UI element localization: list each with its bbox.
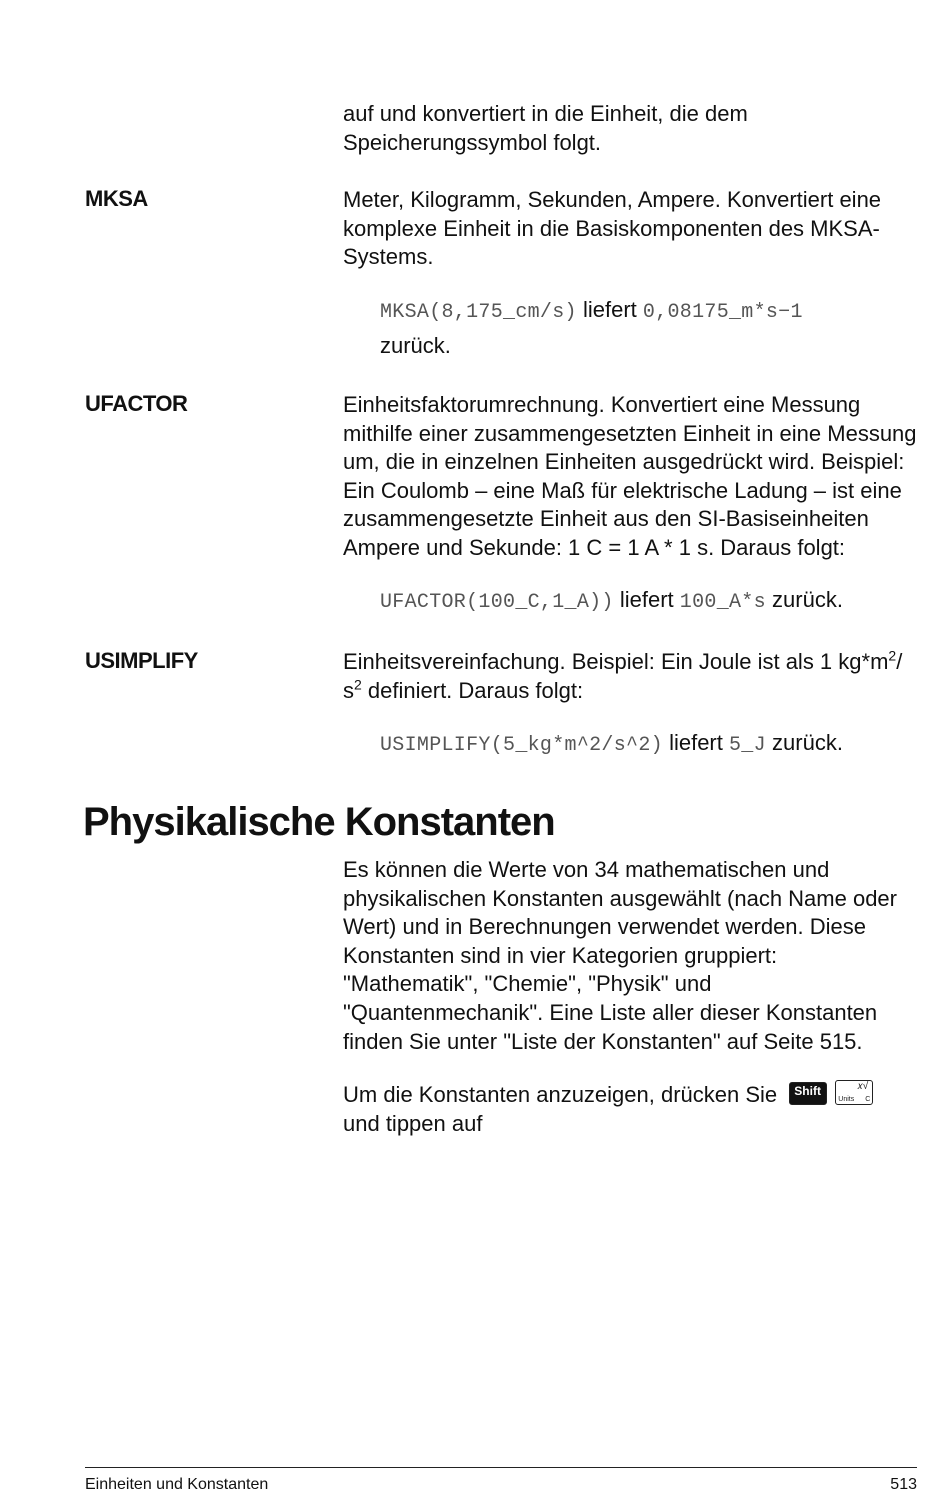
- paragraph-line: Wert) und in Berechnungen verwendet werden. Diese: [343, 914, 867, 940]
- page-number: 513: [890, 1476, 917, 1493]
- instruction-paragraph: [343, 1080, 873, 1138]
- example-result: 0,08175_m*s−1: [642, 301, 803, 324]
- usimplify-example: [380, 729, 930, 761]
- desc-line: zusammengesetzte Einheit aus den SI-Basiseinheiten: [343, 506, 869, 532]
- superscript: 2: [888, 647, 897, 664]
- paragraph-line: "Mathematik", "Chemie", "Physik" und: [343, 971, 712, 997]
- paragraph-line: physikalischen Konstanten ausgewählt (nach Name oder: [343, 885, 897, 911]
- term-ufactor: UFACTOR: [85, 391, 188, 416]
- example-code: USIMPLIFY(5_kg*m^2/s^2): [380, 734, 663, 757]
- ufactor-example: [380, 586, 930, 618]
- superscript: 2: [354, 676, 362, 693]
- desc-text: /: [896, 649, 903, 674]
- units-key-label: Units: [838, 1096, 855, 1103]
- example-end: zurück.: [772, 587, 843, 612]
- desc-line: um, die in einzelnen Einheiten ausgedrückt wird. Beispiel:: [343, 449, 905, 475]
- units-key-c: C: [865, 1096, 871, 1103]
- paragraph-line: Um die Konstanten anzuzeigen, drücken Sie: [343, 1082, 778, 1107]
- mksa-description: [343, 186, 881, 272]
- footer-rule: [85, 1467, 917, 1468]
- shift-key-icon: [789, 1082, 827, 1105]
- example-result: 100_A*s: [679, 591, 766, 614]
- paragraph-line: und tippen auf: [343, 1110, 483, 1136]
- paragraph-line: "Quantenmechanik". Eine Liste aller dieser Konstanten: [343, 999, 878, 1025]
- desc-line: Systems.: [343, 244, 434, 270]
- example-end: zurück.: [772, 730, 843, 755]
- desc-text: s: [343, 677, 354, 703]
- intro-line: auf und konvertiert in die Einheit, die dem: [343, 101, 748, 126]
- example-word: liefert: [619, 587, 674, 612]
- units-key-icon: [835, 1080, 873, 1105]
- example-code: UFACTOR(100_C,1_A)): [380, 591, 614, 614]
- units-key-top: 𝑥√: [857, 1081, 869, 1092]
- example-code: MKSA(8,175_cm/s): [380, 301, 577, 324]
- mksa-example: [380, 296, 920, 360]
- shift-key-label: Shift: [794, 1084, 821, 1098]
- desc-line: Ein Coulomb – eine Maß für elektrische Ladung – ist eine: [343, 477, 902, 503]
- desc-text: definiert. Daraus folgt:: [361, 677, 584, 703]
- section-heading: Physikalische Konstanten: [83, 800, 555, 844]
- desc-line: Einheitsfaktorumrechnung. Konvertiert eine Messung: [343, 392, 861, 417]
- desc-line: mithilfe einer zusammengesetzten Einheit in eine Messung: [343, 420, 917, 446]
- ufactor-description: [343, 391, 917, 563]
- paragraph-line: Es können die Werte von 34 mathematischen und: [343, 857, 830, 882]
- intro-paragraph: [343, 100, 748, 157]
- usimplify-description: [343, 648, 933, 705]
- intro-line: Speicherungssymbol folgt.: [343, 129, 602, 155]
- term-mksa: MKSA: [85, 186, 148, 211]
- desc-line: Ampere und Sekunde: 1 C = 1 A * 1 s. Daraus folgt:: [343, 534, 846, 560]
- desc-text: Einheitsvereinfachung. Beispiel: Ein Joule ist als 1 kg*m: [343, 649, 889, 674]
- example-word: liefert: [669, 730, 723, 755]
- desc-line: komplexe Einheit in die Basiskomponenten des MKSA-: [343, 215, 880, 241]
- term-usimplify: USIMPLIFY: [85, 648, 198, 673]
- example-end: zurück.: [380, 332, 451, 358]
- paragraph-line: Konstanten sind in vier Kategorien gruppiert:: [343, 942, 778, 968]
- example-result: 5_J: [729, 734, 766, 757]
- paragraph-line: finden Sie unter "Liste der Konstanten" auf Seite 515.: [343, 1028, 863, 1054]
- section-paragraph: [343, 856, 897, 1056]
- desc-line: Meter, Kilogramm, Sekunden, Ampere. Konvertiert eine: [343, 187, 882, 212]
- example-word: liefert: [582, 297, 637, 322]
- footer-title: Einheiten und Konstanten: [85, 1476, 269, 1493]
